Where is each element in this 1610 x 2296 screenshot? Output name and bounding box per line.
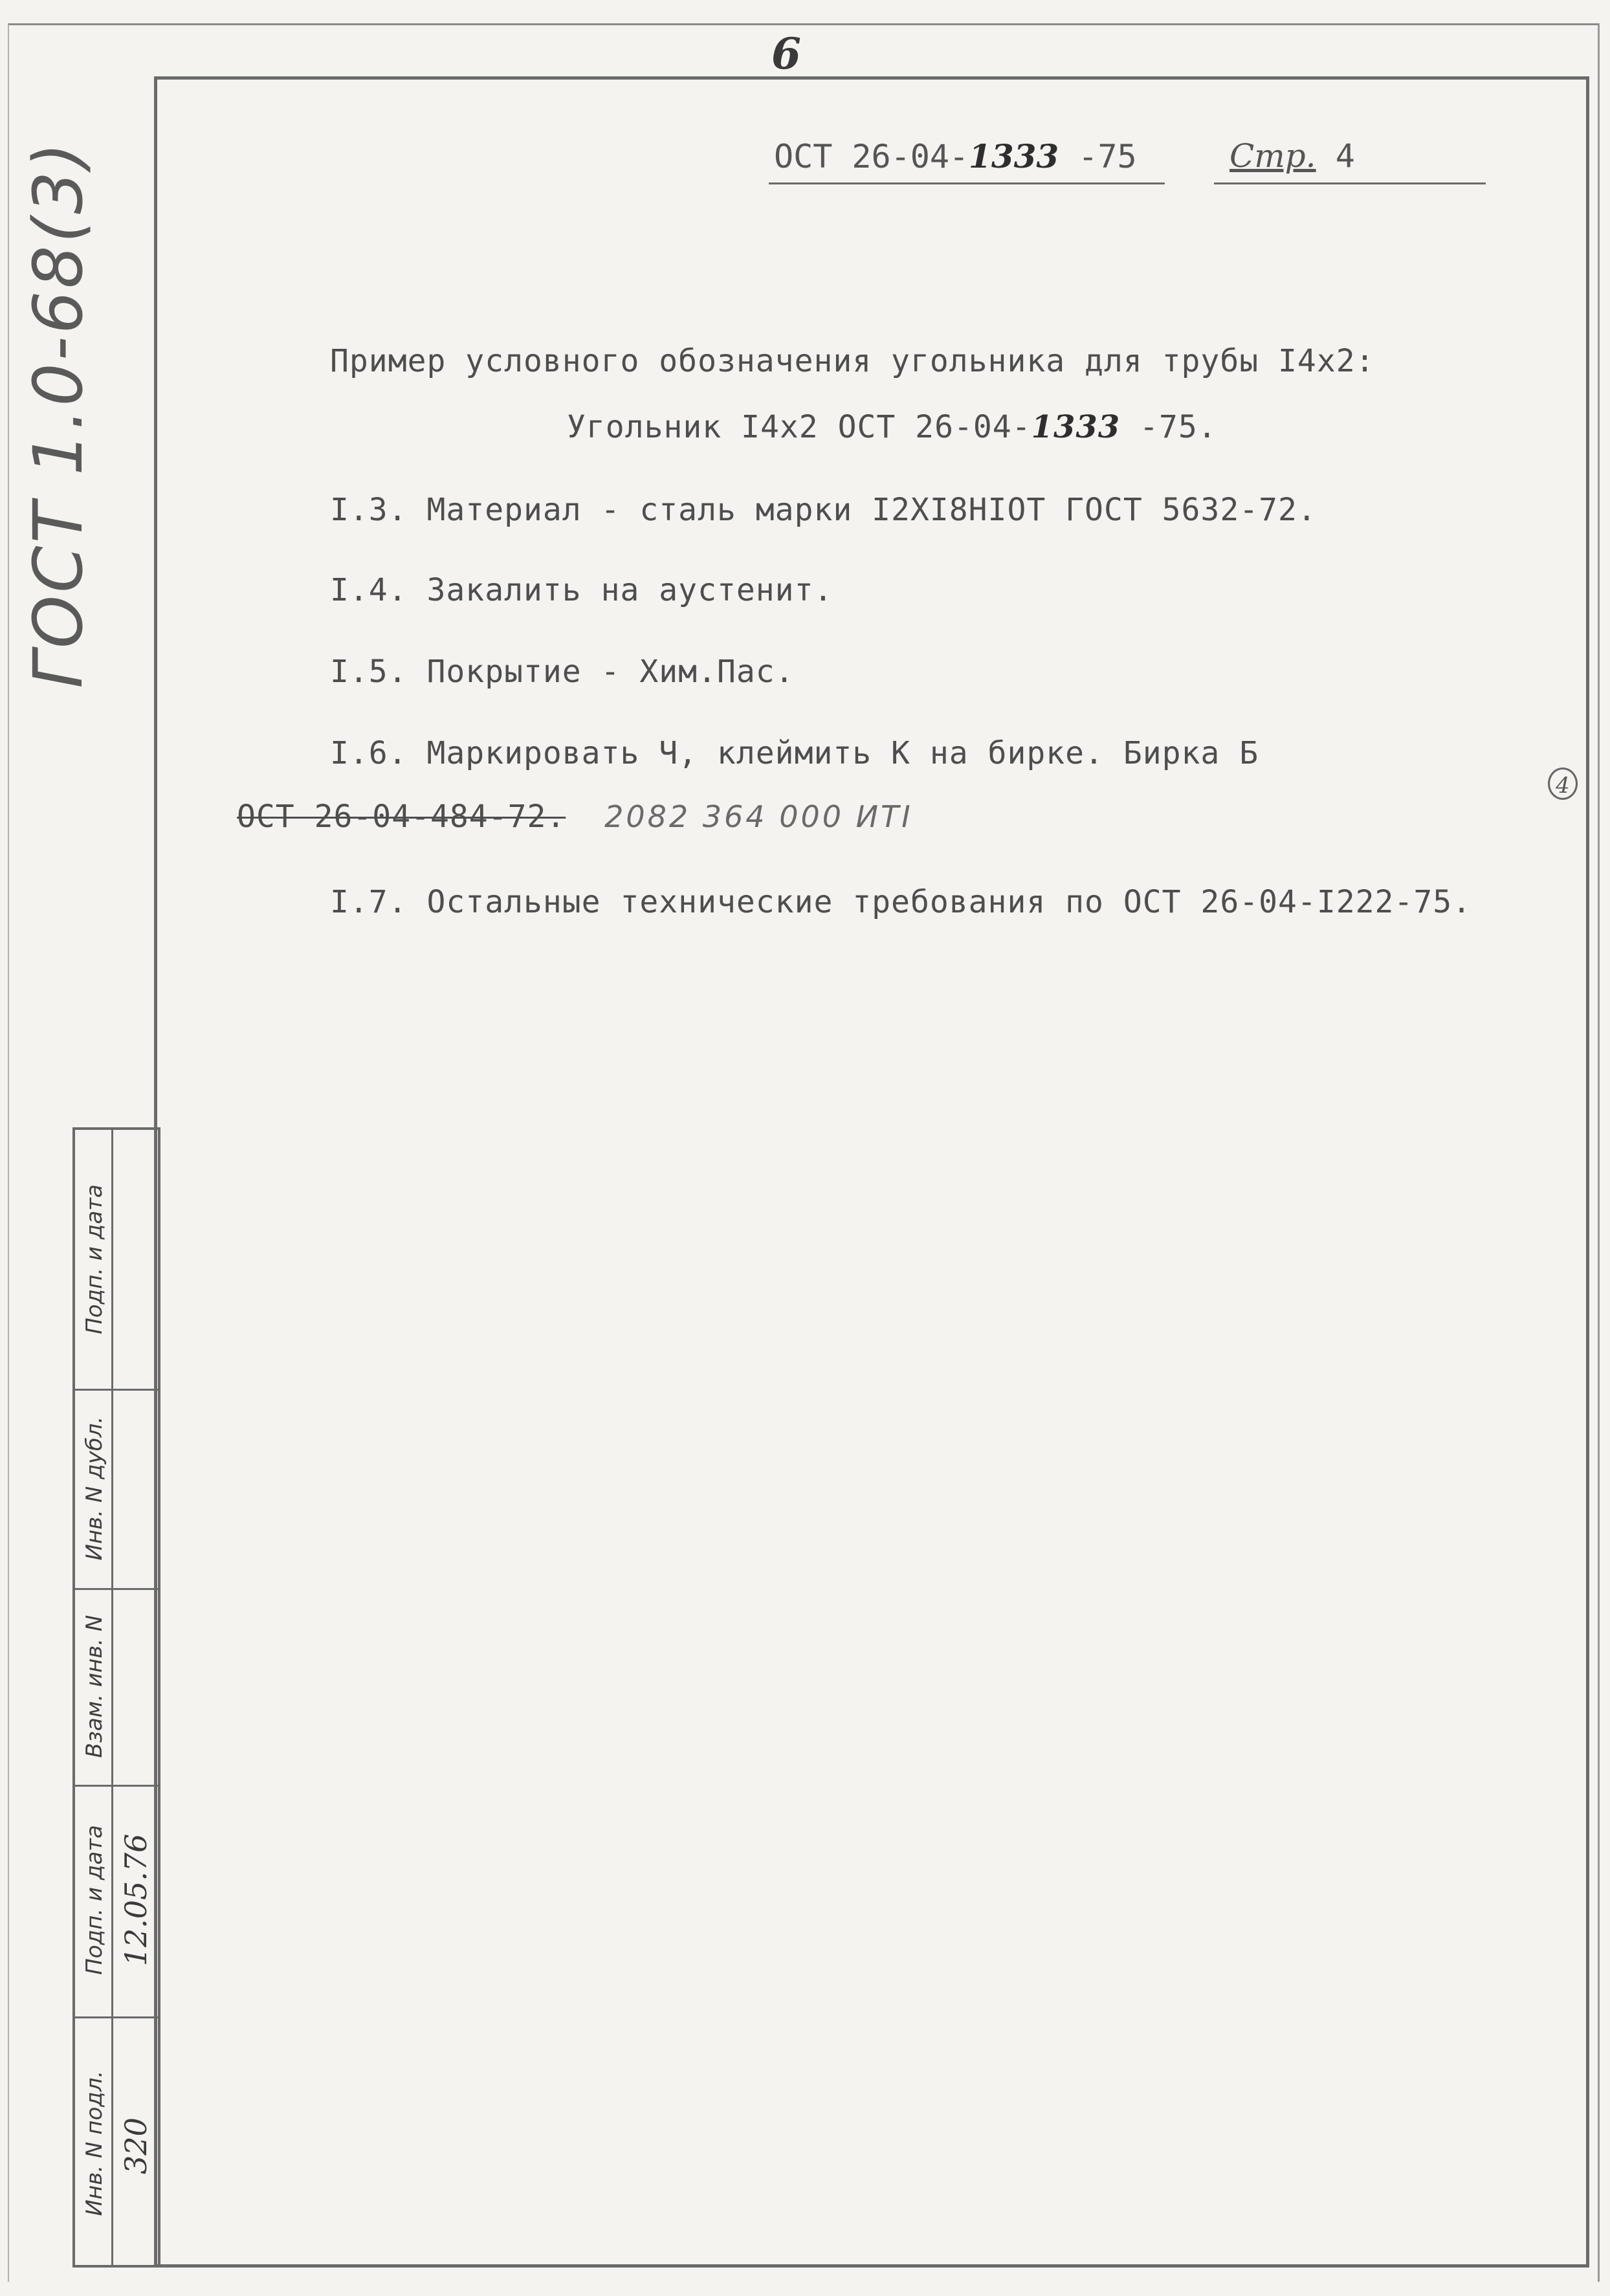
label-inv-dubl: Инв. N дубл. <box>82 1416 107 1561</box>
handwritten-reference: 2082 364 000 ИТI <box>604 799 913 834</box>
example-line: Пример условного обозначения угольника для трубы I4х2: <box>330 343 1375 379</box>
page-label: Стр. <box>1230 137 1316 175</box>
label-inv-podl: Инв. N подл. <box>82 2070 107 2216</box>
label-podp-data: Подп. и дата <box>82 1825 107 1975</box>
margin-change-mark: 4 <box>1548 767 1578 800</box>
item-1-7: I.7. Остальные технические требования по ОСТ 26-04-I222-75. <box>330 884 1472 920</box>
page-number: 4 <box>1335 137 1355 175</box>
item-1-6: I.6. Маркировать Ч, клеймить К на бирке. Бирка Б <box>330 735 1259 771</box>
registration-date: 12.05.76 <box>118 1833 153 1967</box>
designation-example <box>567 409 1217 445</box>
header-designation <box>774 137 1137 175</box>
designation-prefix: ОСТ 26-04- <box>774 138 969 175</box>
registration-divider <box>75 1588 158 1590</box>
designation-number: 1333 <box>969 137 1059 175</box>
header-rule <box>769 182 1165 184</box>
registration-divider <box>75 1785 158 1787</box>
item-1-4: I.4. Закалить на аустенит. <box>330 572 833 608</box>
sheet-number: 6 <box>771 28 801 79</box>
item-1-6-continuation <box>237 799 913 835</box>
registration-strip <box>72 1127 160 2268</box>
designation-example-number: 1333 <box>1031 409 1121 445</box>
registration-inventory-number: 320 <box>118 2117 153 2174</box>
gost-stamp: ГОСТ 1.0-68(3) <box>19 140 98 689</box>
drawing-frame <box>154 76 1589 2268</box>
header-page <box>1230 137 1355 175</box>
item-1-3: I.3. Материал - сталь марки I2XI8HIOT ГОСТ 5632-72. <box>330 492 1317 528</box>
item-1-5: I.5. Покрытие - Хим.Пас. <box>330 654 795 690</box>
header-page-rule <box>1214 182 1486 184</box>
struck-reference: ОСТ 26-04-484-72. <box>237 799 566 835</box>
designation-suffix: -75 <box>1059 138 1137 175</box>
registration-divider <box>75 1389 158 1391</box>
label-podp-data-top: Подп. и дата <box>82 1184 107 1334</box>
designation-example-suffix: -75. <box>1120 409 1217 445</box>
registration-divider <box>75 2016 158 2018</box>
label-vzam-inv: Взам. инв. N <box>82 1615 107 1758</box>
designation-example-prefix: Угольник I4х2 ОСТ 26-04- <box>567 409 1031 445</box>
registration-column-split <box>111 1130 113 2265</box>
